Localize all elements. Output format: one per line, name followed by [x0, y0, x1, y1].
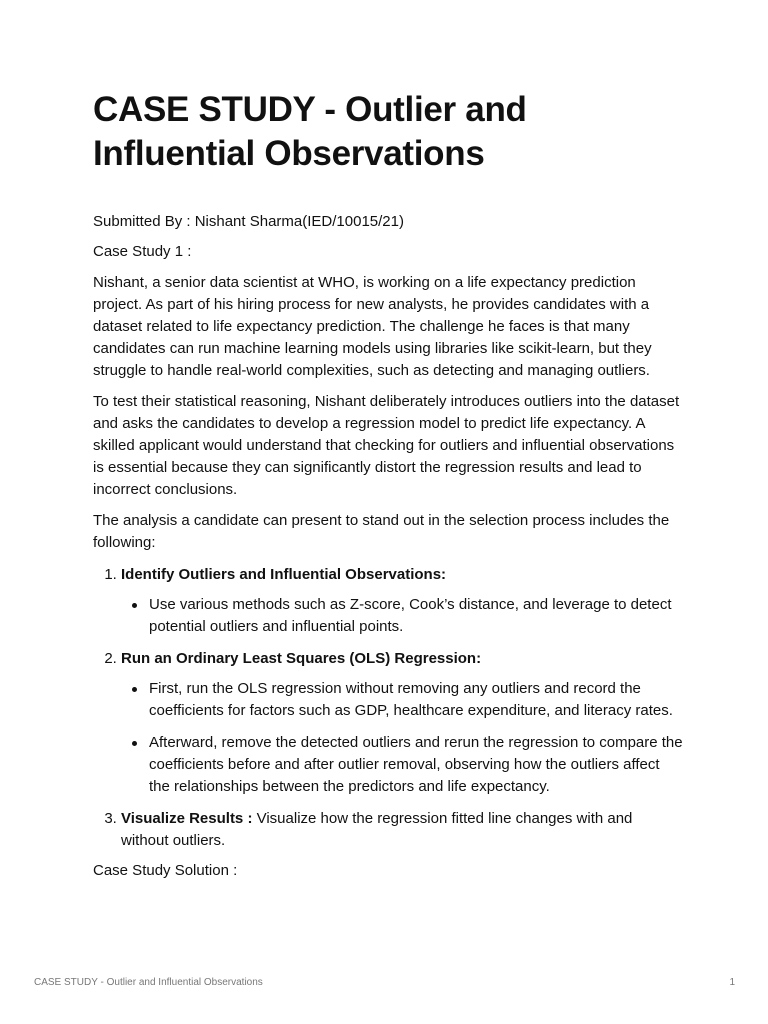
step-heading: Visualize Results : [121, 810, 253, 827]
bullet-dot-icon [132, 687, 137, 692]
step-bullets [121, 594, 683, 638]
step-bullets [121, 678, 683, 798]
bullet-text: Afterward, remove the detected outliers and rerun the regression to compare the coefficients before and after outlier removal, observing how the outliers affect the relationships between the predictors and life expectancy. [149, 734, 683, 795]
bullet-text: First, run the OLS regression without removing any outliers and record the coefficients for factors such as GDP, healthcare expenditure, and literacy rates. [149, 680, 673, 719]
step-text: Visualize how the regression fitted line changes with and without outliers. [121, 810, 633, 849]
footer-page-number: 1 [729, 977, 735, 988]
analysis-steps-list [93, 564, 683, 852]
step-heading: Run an Ordinary Least Squares (OLS) Regression: [121, 650, 482, 667]
submitted-by: Submitted By : Nishant Sharma(IED/10015/21) [93, 213, 404, 230]
bullet-text: Use various methods such as Z-score, Cook’s distance, and leverage to detect potential outliers and influential points. [149, 596, 672, 635]
footer-title: CASE STUDY - Outlier and Influential Observations [34, 977, 263, 988]
bullet-dot-icon [132, 741, 137, 746]
paragraph-analysis: The analysis a candidate can present to stand out in the selection process includes the following: [93, 512, 670, 551]
case-study-label: Case Study 1 : [93, 243, 192, 260]
bullet-item [131, 678, 683, 722]
bullet-item [131, 594, 683, 638]
page-footer [34, 977, 735, 988]
step-heading: Identify Outliers and Influential Observations: [121, 566, 447, 583]
document-title: CASE STUDY - Outlier and Influential Observations [93, 90, 527, 173]
bullet-dot-icon [132, 603, 137, 608]
step-item [121, 808, 683, 852]
case-study-solution-label: Case Study Solution : [93, 862, 238, 879]
document-page [93, 88, 683, 882]
step-item [121, 564, 683, 638]
step-item [121, 648, 683, 798]
paragraph-intro: Nishant, a senior data scientist at WHO, is working on a life expectancy prediction project. As part of his hiring process for new analysts, he provides candidates with a dataset related to life expectancy prediction. The challenge he faces is that many candidates can run machine learning models using libraries like scikit-learn, but they struggle to handle real-world complexities, such as detecting and managing outliers. [93, 274, 652, 379]
bullet-item [131, 732, 683, 798]
paragraph-test: To test their statistical reasoning, Nishant deliberately introduces outliers into the dataset and asks the candidates to develop a regression model to predict life expectancy. A skilled applicant would understand that checking for outliers and influential observations is essential because they can significantly distort the regression results and lead to incorrect conclusions. [93, 393, 680, 498]
